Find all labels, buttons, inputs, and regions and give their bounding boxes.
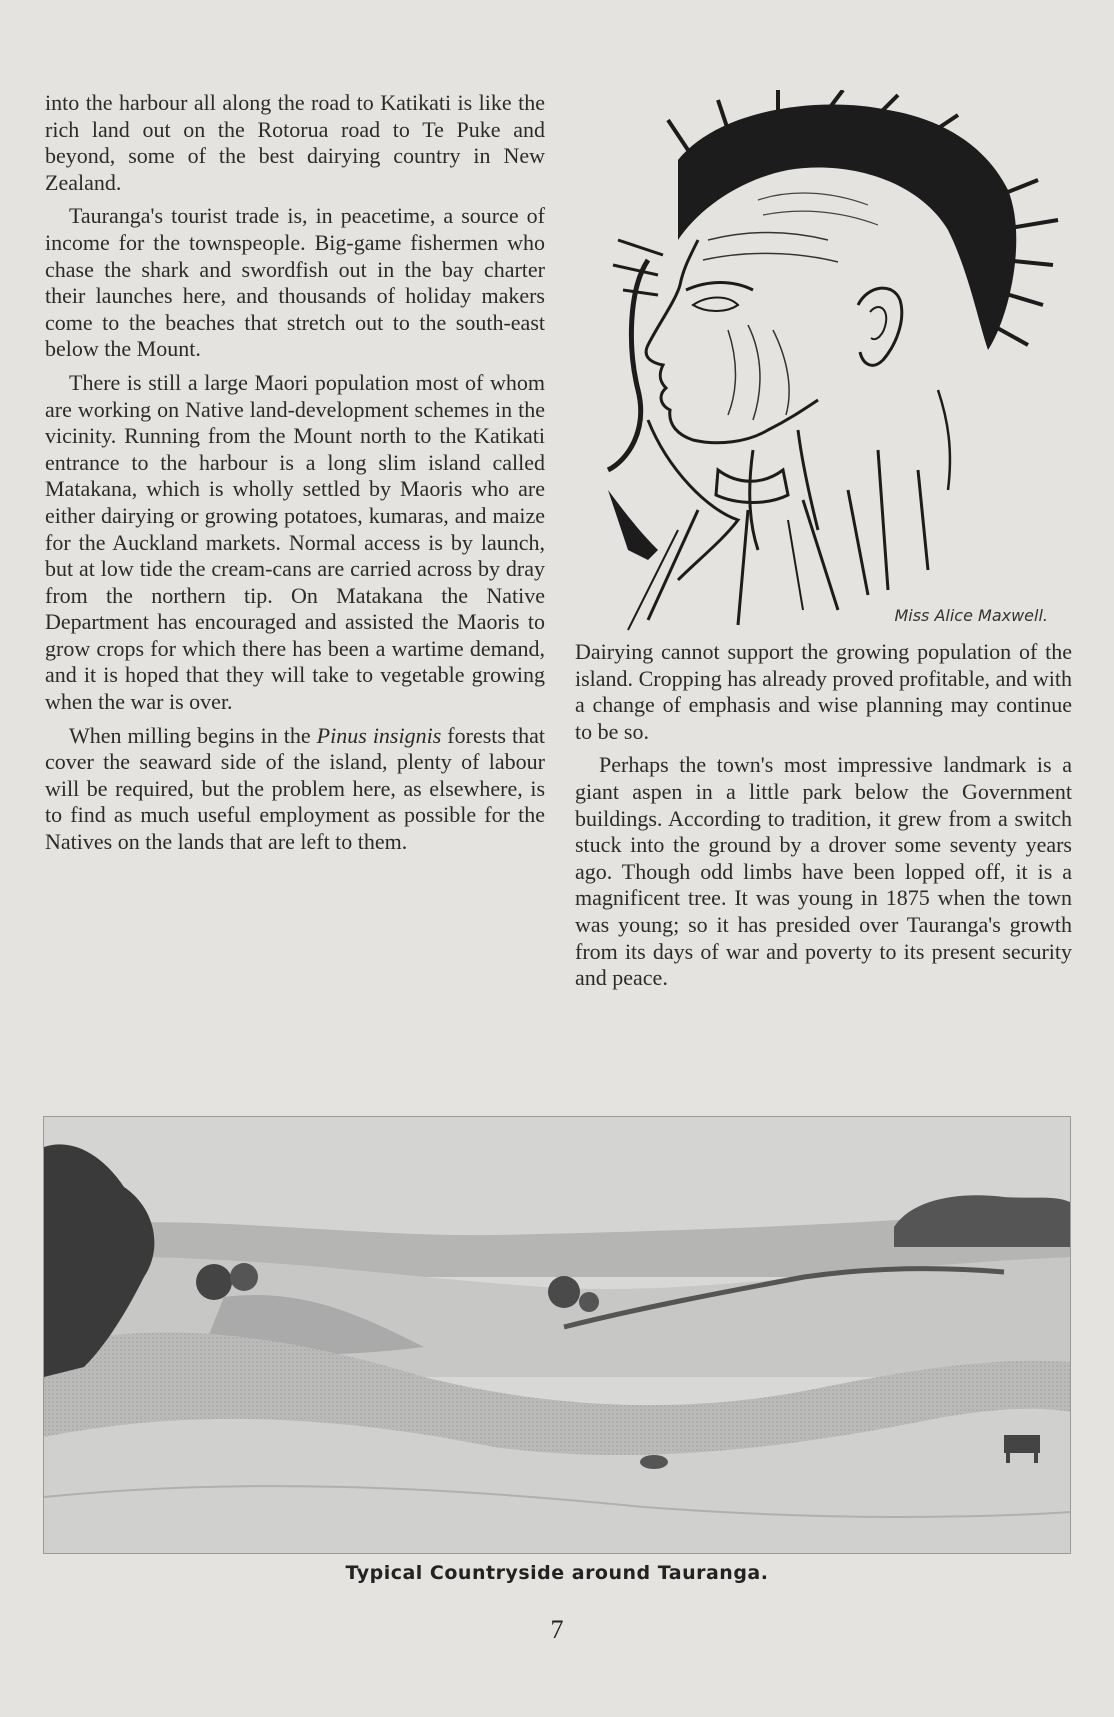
- page-number: 7: [550, 1615, 564, 1644]
- left-text-column: [45, 90, 545, 863]
- portrait-sketch: [588, 90, 1076, 635]
- photo-caption: Typical Countryside around Tauranga.: [345, 1562, 769, 1584]
- paragraph: Perhaps the town's most impressive landmark is a giant aspen in a little park below the Government buildings. According to tradition, it grew from a switch stuck into the ground by a drover some seventy years ago. Though odd limbs have been lopped off, it is a magnificent tree. It was young in 1875 when the town was young; so it has presided over Tauranga's growth from its days of war and poverty to its present security and peace.: [575, 752, 1072, 991]
- paragraph: Dairying cannot support the growing population of the island. Cropping has already proved profitable, and with a change of emphasis and wise planning may continue to be so.: [575, 639, 1072, 744]
- landscape-photo: [43, 1116, 1071, 1554]
- paragraph-text: forests that cover the seaward side of the island, plenty of labour will be required, but the problem here, as elsewhere, is to find as much useful employment as possible for the Natives on the lands that are left to them.: [45, 722, 545, 855]
- paragraph-text: When milling begins in the: [69, 722, 317, 748]
- paragraph: into the harbour all along the road to Katikati is like the rich land out on the Rotorua road to Te Puke and beyond, some of the best dairying country in New Zealand.: [45, 90, 545, 195]
- portrait-caption: Miss Alice Maxwell.: [894, 606, 1048, 625]
- paragraph: There is still a large Maori population most of whom are working on Native land-development schemes in the vicinity. Running from the Mount north to the Katikati entrance to the harbour is a long slim island called Matakana, which is wholly settled by Maoris who are either dairying or growing potatoes, kumaras, and maize for the Auckland markets. Normal access is by launch, but at low tide the cream-cans are carried across by dray from the northern tip. On Matakana the Native Department has encouraged and assisted the Maoris to grow crops for which there has been a wartime demand, and it is hoped that they will take to vegetable growing when the war is over.: [45, 369, 545, 715]
- italic-species-name: Pinus insignis: [316, 722, 442, 748]
- paragraph: [45, 723, 545, 856]
- portrait-drawing: [588, 90, 1076, 635]
- countryside-photo: [44, 1117, 1070, 1553]
- paragraph: Tauranga's tourist trade is, in peacetime, a source of income for the townspeople. Big-game fishermen who chase the shark and swordfish out in the bay charter their launches here, and thousands of holiday makers come to the beaches that stretch out to the south-east below the Mount.: [45, 203, 545, 362]
- right-text-column: [575, 639, 1072, 999]
